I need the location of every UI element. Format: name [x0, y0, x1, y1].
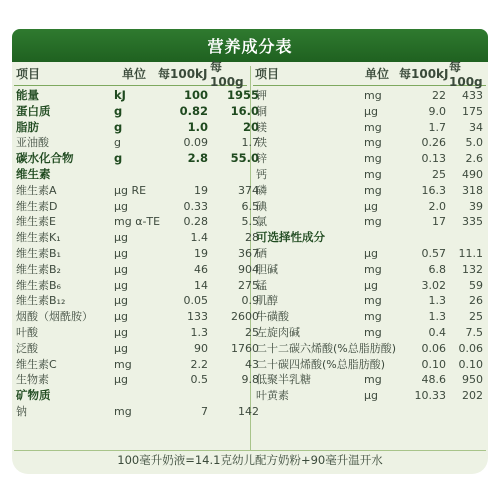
value-per-100g: 904: [238, 262, 259, 276]
value-per-100g: 0.9: [241, 294, 259, 308]
table-row: [16, 278, 259, 294]
value-per-100kj: 9.0: [428, 104, 446, 118]
value-per-100g: 9.8: [241, 373, 259, 387]
value-per-100kj: 0.09: [183, 136, 208, 150]
nutrient-unit: μg: [114, 231, 128, 245]
table-row: [256, 325, 492, 341]
nutrient-name: 低聚半乳糖: [256, 373, 311, 387]
nutrient-unit: mg α-TE: [114, 215, 161, 229]
value-per-100g: 26: [469, 294, 483, 308]
table-row: [16, 325, 259, 341]
nutrient-unit: mg: [114, 404, 132, 418]
nutrient-name: 铜: [256, 104, 267, 118]
nutrient-name: 脂肪: [16, 119, 39, 134]
nutrient-unit: mg: [114, 357, 132, 371]
nutrient-unit: μg: [364, 278, 378, 292]
table-row: [256, 151, 492, 167]
table-row: [256, 246, 492, 262]
nutrient-name: 亚油酸: [16, 136, 49, 150]
nutrient-unit: g: [114, 136, 121, 150]
nutrient-name: 维生素C: [16, 357, 57, 371]
nutrient-name: 钾: [256, 89, 267, 102]
value-per-100g: 950: [462, 373, 483, 387]
value-per-100kj: 1.3: [428, 310, 446, 324]
value-per-100g: 7.5: [465, 325, 483, 339]
nutrient-name: 维生素B₆: [16, 278, 61, 292]
nutrient-unit: mg: [364, 310, 382, 324]
nutrient-name: 蛋白质: [16, 103, 51, 118]
table-row: [256, 135, 492, 151]
value-per-100g: 25: [245, 325, 259, 339]
value-per-100kj: 1.7: [428, 120, 446, 134]
nutrient-unit: μg: [114, 341, 128, 355]
value-per-100kj: 133: [187, 310, 208, 324]
table-row: [16, 199, 259, 215]
nutrient-unit: kJ: [114, 88, 126, 102]
table-row: [16, 135, 259, 151]
nutrient-name: 氯: [256, 215, 267, 229]
nutrient-unit: mg: [364, 120, 382, 134]
value-per-100g: 34: [469, 120, 483, 134]
table-row: [256, 357, 492, 373]
nutrient-name: 左旋肉碱: [256, 325, 300, 339]
value-per-100kj: 0.4: [428, 325, 446, 339]
nutrient-name: 维生素: [16, 166, 51, 181]
value-per-100kj: 0.13: [421, 152, 446, 166]
value-per-100g: 490: [462, 167, 483, 181]
value-per-100g: 275: [238, 278, 259, 292]
value-per-100kj: 2.2: [190, 357, 208, 371]
table-row: [16, 214, 259, 230]
nutrient-unit: μg: [364, 104, 378, 118]
nutrient-name: 维生素E: [16, 215, 56, 229]
table-row: [16, 167, 252, 183]
table-row: [256, 88, 492, 104]
table-row: [16, 357, 259, 373]
nutrient-name: 肌醇: [256, 294, 278, 308]
value-per-100g: 318: [462, 183, 483, 197]
right-table-header: [253, 60, 486, 89]
value-per-100kj: 0.5: [190, 373, 208, 387]
value-per-100kj: 2.0: [428, 199, 446, 213]
header-per-kj: 每100kJ: [158, 67, 208, 81]
nutrient-name: 泛酸: [16, 341, 38, 355]
header-per-g: 每100g: [449, 60, 483, 89]
value-per-100kj: 48.6: [421, 373, 446, 387]
nutrient-unit: mg: [364, 136, 382, 150]
table-row: [16, 151, 259, 167]
nutrient-name: 叶酸: [16, 325, 38, 339]
table-row: [16, 230, 259, 246]
nutrient-unit: g: [114, 151, 123, 166]
header-unit: 单位: [365, 67, 390, 81]
nutrient-name: 二十二碳六烯酸(%总脂肪酸): [256, 341, 397, 355]
value-per-100kj: 14: [194, 278, 208, 292]
value-per-100g: 433: [462, 89, 483, 102]
nutrient-unit: μg: [364, 246, 378, 260]
nutrient-unit: μg: [364, 389, 378, 403]
title-bar: [12, 29, 488, 62]
value-per-100g: 5.5: [241, 215, 259, 229]
nutrient-unit: mg: [364, 215, 382, 229]
nutrient-unit: mg: [364, 183, 382, 197]
nutrient-name: 二十碳四烯酸(%总脂肪酸): [256, 357, 386, 371]
value-per-100kj: 19: [194, 246, 208, 260]
table-row: [16, 183, 259, 199]
nutrient-unit: μg: [114, 373, 128, 387]
nutrient-name: 维生素K₁: [16, 231, 61, 245]
value-per-100g: 374: [238, 183, 259, 197]
nutrient-name: 钙: [256, 167, 267, 181]
header-unit: 单位: [122, 67, 147, 81]
left-table-header: [14, 60, 247, 89]
value-per-100kj: 0.06: [421, 341, 446, 355]
table-row: [16, 119, 259, 136]
table-row: [16, 88, 259, 104]
nutrient-unit: μg: [114, 278, 128, 292]
table-row: [256, 293, 492, 309]
nutrient-unit: mg: [364, 262, 382, 276]
value-per-100g: 2.6: [465, 152, 483, 166]
nutrient-name: 生物素: [16, 373, 49, 387]
table-row: [256, 199, 492, 215]
value-per-100g: 1.7: [241, 136, 259, 150]
value-per-100kj: 10.33: [414, 389, 446, 403]
value-per-100kj: 1.3: [428, 294, 446, 308]
nutrient-name: 可选择性成分: [256, 230, 325, 245]
value-per-100kj: 90: [194, 341, 208, 355]
nutrient-unit: μg: [364, 199, 378, 213]
table-row: [256, 120, 492, 136]
value-per-100kj: 1.4: [190, 231, 208, 245]
value-per-100g: 20: [242, 119, 259, 134]
value-per-100g: 5.0: [465, 136, 483, 150]
nutrient-unit: μg: [114, 294, 128, 308]
value-per-100g: 335: [462, 215, 483, 229]
nutrient-unit: g: [114, 119, 123, 134]
table-row: [16, 103, 259, 120]
value-per-100g: 132: [462, 262, 483, 276]
table-row: [256, 372, 492, 388]
table-row: [16, 293, 259, 309]
value-per-100g: 2600: [231, 310, 259, 324]
value-per-100g: 28: [245, 231, 259, 245]
value-per-100g: 367: [238, 246, 259, 260]
header-item: 项目: [255, 67, 280, 81]
nutrient-unit: μg RE: [114, 183, 147, 197]
value-per-100kj: 7: [201, 404, 208, 418]
nutrient-name: 矿物质: [16, 388, 51, 403]
nutrient-unit: mg: [364, 294, 382, 308]
value-per-100kj: 1.3: [190, 325, 208, 339]
nutrient-name: 碘: [256, 199, 267, 213]
table-row: [16, 388, 252, 404]
value-per-100kj: 0.33: [183, 199, 208, 213]
nutrient-name: 维生素B₂: [16, 262, 61, 276]
table-row: [256, 230, 492, 246]
table-row: [256, 183, 492, 199]
page-title: 营养成分表: [207, 37, 293, 56]
nutrient-name: 维生素B₁₂: [16, 294, 66, 308]
value-per-100g: 1955: [226, 88, 259, 102]
nutrient-name: 烟酸（烟酰胺）: [16, 310, 93, 324]
nutrient-name: 磷: [256, 183, 267, 197]
value-per-100kj: 0.05: [183, 294, 208, 308]
value-per-100g: 0.06: [458, 341, 483, 355]
table-row: [256, 341, 492, 357]
nutrient-unit: mg: [364, 167, 382, 181]
nutrient-name: 能量: [16, 88, 39, 102]
table-row: [256, 214, 492, 230]
nutrient-unit: μg: [114, 246, 128, 260]
nutrient-unit: g: [114, 103, 123, 118]
value-per-100kj: 0.57: [421, 246, 446, 260]
value-per-100g: 175: [462, 104, 483, 118]
nutrient-name: 锌: [256, 152, 267, 166]
table-row: [256, 388, 492, 404]
nutrient-name: 维生素D: [16, 199, 58, 213]
nutrient-unit: μg: [114, 310, 128, 324]
value-per-100kj: 2.8: [187, 151, 208, 166]
value-per-100g: 39: [469, 199, 483, 213]
value-per-100g: 1760: [231, 341, 259, 355]
value-per-100g: 0.10: [458, 357, 483, 371]
value-per-100kj: 3.02: [421, 278, 446, 292]
header-item: 项目: [16, 67, 41, 81]
value-per-100kj: 19: [194, 183, 208, 197]
nutrient-name: 维生素A: [16, 183, 57, 197]
value-per-100kj: 0.26: [421, 136, 446, 150]
nutrient-unit: mg: [364, 325, 382, 339]
header-per-kj: 每100kJ: [399, 67, 449, 81]
table-row: [16, 262, 259, 278]
nutrient-name: 钠: [16, 404, 27, 418]
value-per-100g: 11.1: [458, 246, 483, 260]
nutrient-name: 胆碱: [256, 262, 278, 276]
value-per-100kj: 0.10: [421, 357, 446, 371]
nutrient-unit: mg: [364, 89, 382, 102]
nutrient-unit: μg: [114, 262, 128, 276]
left-nutrient-table: [16, 88, 259, 420]
nutrient-name: 镁: [256, 120, 267, 134]
value-per-100kj: 16.3: [421, 183, 446, 197]
right-nutrient-table: [256, 88, 492, 404]
value-per-100kj: 25: [432, 167, 446, 181]
value-per-100kj: 6.8: [428, 262, 446, 276]
value-per-100kj: 1.0: [187, 119, 208, 134]
table-row: [256, 278, 492, 294]
value-per-100g: 55.0: [230, 151, 259, 166]
table-row: [256, 104, 492, 120]
nutrient-unit: mg: [364, 152, 382, 166]
value-per-100g: 142: [238, 404, 259, 418]
value-per-100kj: 0.28: [183, 215, 208, 229]
nutrient-name: 维生素B₁: [16, 246, 61, 260]
value-per-100g: 59: [469, 278, 483, 292]
value-per-100g: 202: [462, 389, 483, 403]
value-per-100g: 16.0: [230, 103, 259, 118]
table-row: [256, 309, 492, 325]
nutrient-name: 碳水化合物: [16, 151, 74, 166]
table-row: [16, 404, 259, 420]
table-row: [256, 167, 492, 183]
serving-note: 100毫升奶液=14.1克幼儿配方奶粉+90毫升温开水: [117, 453, 383, 467]
value-per-100kj: 0.82: [179, 103, 208, 118]
nutrient-unit: mg: [364, 373, 382, 387]
value-per-100g: 25: [469, 310, 483, 324]
nutrient-name: 铁: [256, 136, 267, 150]
nutrient-name: 叶黄素: [256, 389, 289, 403]
nutrient-name: 硒: [256, 246, 267, 260]
table-row: [256, 262, 492, 278]
value-per-100kj: 100: [183, 88, 208, 102]
table-row: [16, 246, 259, 262]
value-per-100kj: 17: [432, 215, 446, 229]
header-per-g: 每100g: [210, 60, 244, 89]
nutrient-unit: μg: [114, 325, 128, 339]
table-row: [16, 341, 259, 357]
table-row: [16, 309, 259, 325]
value-per-100kj: 46: [194, 262, 208, 276]
value-per-100g: 6.5: [241, 199, 259, 213]
value-per-100g: 43: [245, 357, 259, 371]
footer-divider: [14, 450, 486, 451]
nutrient-name: 牛磺酸: [256, 310, 289, 324]
nutrient-unit: μg: [114, 199, 128, 213]
nutrient-name: 锰: [256, 278, 267, 292]
value-per-100kj: 22: [432, 89, 446, 102]
table-row: [16, 372, 259, 388]
